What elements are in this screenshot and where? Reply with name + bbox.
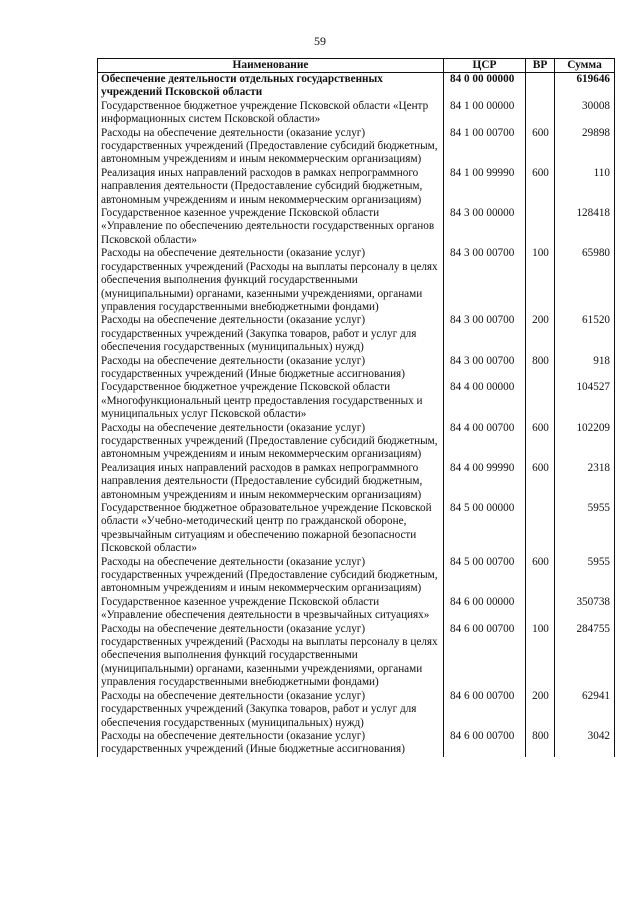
header-sum: Сумма <box>555 59 615 73</box>
cell-vr <box>526 502 555 556</box>
cell-vr: 200 <box>526 314 555 354</box>
cell-vr: 800 <box>526 730 555 757</box>
cell-csr: 84 4 00 99990 <box>444 462 526 502</box>
table-row <box>98 73 615 100</box>
cell-csr: 84 1 00 99990 <box>444 167 526 207</box>
cell-name: Обеспечение деятельности отдельных государственных учреждений Псковской области <box>98 73 444 100</box>
cell-vr: 600 <box>526 556 555 596</box>
header-row <box>98 59 615 73</box>
cell-sum: 29898 <box>555 127 615 167</box>
cell-name: Государственное бюджетное учреждение Псковской области «Центр информационных систем Псковской области» <box>98 100 444 127</box>
table-row <box>98 502 615 556</box>
cell-vr <box>526 100 555 127</box>
header-csr: ЦСР <box>444 59 526 73</box>
cell-csr: 84 6 00 00000 <box>444 596 526 623</box>
table-row <box>98 730 615 757</box>
cell-sum: 5955 <box>555 556 615 596</box>
cell-name: Реализация иных направлений расходов в рамках непрограммного направления деятельности (Предоставление субсидий бюджетным, автономным учреждениям и иным некоммерческим организациям) <box>98 462 444 502</box>
cell-vr: 200 <box>526 690 555 730</box>
cell-csr: 84 1 00 00700 <box>444 127 526 167</box>
cell-name: Государственное казенное учреждение Псковской области «Управление обеспечения деятельности в чрезвычайных ситуациях» <box>98 596 444 623</box>
cell-name: Расходы на обеспечение деятельности (оказание услуг) государственных учреждений (Закупка товаров, работ и услуг для обеспечения государственных (муниципальных) нужд) <box>98 690 444 730</box>
cell-vr: 100 <box>526 247 555 314</box>
cell-csr: 84 4 00 00000 <box>444 381 526 421</box>
cell-name: Расходы на обеспечение деятельности (оказание услуг) государственных учреждений (Предоставление субсидий бюджетным, автономным учреждениям и иным некоммерческим организациям) <box>98 556 444 596</box>
budget-table <box>97 58 615 757</box>
cell-csr: 84 6 00 00700 <box>444 623 526 690</box>
header-name: Наименование <box>98 59 444 73</box>
cell-csr: 84 0 00 00000 <box>444 73 526 100</box>
cell-sum: 104527 <box>555 381 615 421</box>
cell-vr: 600 <box>526 462 555 502</box>
table-row <box>98 422 615 462</box>
cell-name: Расходы на обеспечение деятельности (оказание услуг) государственных учреждений (Расходы на выплаты персоналу в целях обеспечения выполнения функций государственными (муниципальными) органами, казенными учреждениями, органами управления государственными внебюджетными фондами) <box>98 247 444 314</box>
cell-name: Расходы на обеспечение деятельности (оказание услуг) государственных учреждений (Закупка товаров, работ и услуг для обеспечения государственных (муниципальных) нужд) <box>98 314 444 354</box>
cell-name: Расходы на обеспечение деятельности (оказание услуг) государственных учреждений (Расходы на выплаты персоналу в целях обеспечения выполнения функций государственными (муниципальными) органами, казенными учреждениями, органами управления государственными внебюджетными фондами) <box>98 623 444 690</box>
table-row <box>98 207 615 247</box>
table-row <box>98 462 615 502</box>
cell-csr: 84 5 00 00000 <box>444 502 526 556</box>
cell-sum: 65980 <box>555 247 615 314</box>
cell-vr <box>526 381 555 421</box>
cell-name: Расходы на обеспечение деятельности (оказание услуг) государственных учреждений (Иные бюджетные ассигнования) <box>98 730 444 757</box>
table-row <box>98 596 615 623</box>
cell-vr: 600 <box>526 127 555 167</box>
cell-name: Расходы на обеспечение деятельности (оказание услуг) государственных учреждений (Предоставление субсидий бюджетным, автономным учреждениям и иным некоммерческим организациям) <box>98 422 444 462</box>
table-row <box>98 690 615 730</box>
cell-csr: 84 4 00 00700 <box>444 422 526 462</box>
table-row <box>98 623 615 690</box>
cell-sum: 62941 <box>555 690 615 730</box>
cell-name: Государственное бюджетное учреждение Псковской области «Многофункциональный центр предоставления государственных и муниципальных услуг Псковской области» <box>98 381 444 421</box>
cell-sum: 350738 <box>555 596 615 623</box>
cell-csr: 84 3 00 00700 <box>444 355 526 382</box>
cell-name: Государственное казенное учреждение Псковской области «Управление по обеспечению деятельности государственных органов Псковской области» <box>98 207 444 247</box>
table-row <box>98 247 615 314</box>
cell-csr: 84 3 00 00700 <box>444 247 526 314</box>
header-vr: ВР <box>526 59 555 73</box>
cell-sum: 30008 <box>555 100 615 127</box>
cell-sum: 110 <box>555 167 615 207</box>
table-row <box>98 127 615 167</box>
cell-vr: 800 <box>526 355 555 382</box>
table-row <box>98 314 615 354</box>
cell-sum: 284755 <box>555 623 615 690</box>
cell-name: Государственное бюджетное образовательное учреждение Псковской области «Учебно-методический центр по гражданской обороне, чрезвычайным ситуациям и обеспечению пожарной безопасности Псковской области» <box>98 502 444 556</box>
cell-vr: 600 <box>526 422 555 462</box>
cell-vr <box>526 73 555 100</box>
cell-sum: 918 <box>555 355 615 382</box>
cell-csr: 84 3 00 00000 <box>444 207 526 247</box>
cell-vr <box>526 207 555 247</box>
cell-sum: 619646 <box>555 73 615 100</box>
table-body <box>98 73 615 757</box>
cell-vr: 100 <box>526 623 555 690</box>
cell-sum: 2318 <box>555 462 615 502</box>
table-row <box>98 100 615 127</box>
cell-name: Расходы на обеспечение деятельности (оказание услуг) государственных учреждений (Предоставление субсидий бюджетным, автономным учреждениям и иным некоммерческим организациям) <box>98 127 444 167</box>
cell-sum: 128418 <box>555 207 615 247</box>
cell-name: Реализация иных направлений расходов в рамках непрограммного направления деятельности (Предоставление субсидий бюджетным, автономным учреждениям и иным некоммерческим организациям) <box>98 167 444 207</box>
table-row <box>98 556 615 596</box>
table-row <box>98 167 615 207</box>
cell-sum: 102209 <box>555 422 615 462</box>
cell-csr: 84 1 00 00000 <box>444 100 526 127</box>
cell-vr: 600 <box>526 167 555 207</box>
cell-sum: 5955 <box>555 502 615 556</box>
cell-sum: 61520 <box>555 314 615 354</box>
cell-csr: 84 5 00 00700 <box>444 556 526 596</box>
table-row <box>98 381 615 421</box>
cell-name: Расходы на обеспечение деятельности (оказание услуг) государственных учреждений (Иные бюджетные ассигнования) <box>98 355 444 382</box>
cell-csr: 84 6 00 00700 <box>444 730 526 757</box>
page-number: 59 <box>314 34 326 48</box>
table-header <box>98 59 615 73</box>
cell-csr: 84 6 00 00700 <box>444 690 526 730</box>
cell-vr <box>526 596 555 623</box>
cell-csr: 84 3 00 00700 <box>444 314 526 354</box>
table-row <box>98 355 615 382</box>
cell-sum: 3042 <box>555 730 615 757</box>
